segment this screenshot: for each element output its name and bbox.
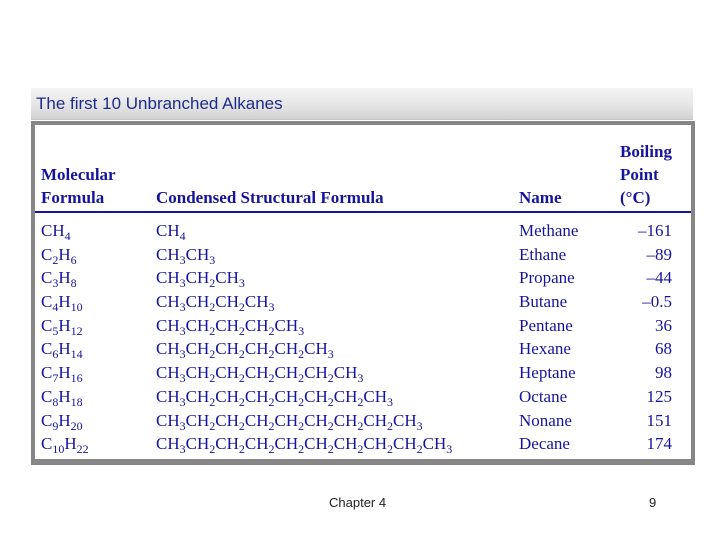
molecular-formula-cell	[41, 243, 77, 267]
structural-formula-cell-subscript: 3	[179, 252, 186, 267]
table-body	[35, 219, 691, 456]
table-row	[35, 266, 691, 290]
structural-formula-cell-element: CH	[304, 339, 328, 359]
molecular-formula-cell-subscript: 3	[52, 276, 59, 291]
structural-formula-cell-element: CH	[244, 292, 269, 312]
molecular-formula-cell	[41, 266, 77, 290]
structural-formula-cell-subscript: 2	[238, 347, 245, 362]
structural-formula-cell-subscript: 2	[298, 418, 305, 433]
structural-formula-cell	[156, 314, 304, 338]
structural-formula-cell-subscript: 2	[238, 323, 245, 338]
structural-formula-cell-element: CH	[215, 386, 239, 406]
structural-formula-cell-subscript: 2	[209, 394, 216, 409]
structural-formula-cell	[156, 409, 423, 433]
name-cell: Nonane	[519, 410, 572, 430]
structural-formula-cell-subscript: 3	[179, 371, 186, 386]
structural-formula-cell-element: CH	[185, 434, 210, 454]
molecular-formula-cell-subscript: 8	[70, 276, 77, 291]
molecular-formula-cell	[41, 409, 83, 433]
structural-formula-cell-element: CH	[244, 410, 269, 430]
structural-formula-cell-element: CH	[156, 292, 180, 312]
molecular-formula-cell-element: C	[41, 315, 53, 335]
structural-formula-cell-element: CH	[215, 339, 239, 359]
table-row	[35, 337, 691, 361]
molecular-formula-cell-element: H	[52, 221, 65, 240]
structural-formula-cell-subscript: 2	[268, 347, 275, 362]
molecular-formula-cell-subscript: 20	[70, 418, 83, 433]
structural-formula-cell	[156, 385, 393, 409]
structural-formula-cell-element: CH	[185, 410, 210, 430]
structural-formula-cell-element: CH	[156, 244, 180, 264]
header-boiling-point-line1: Boiling	[620, 142, 672, 161]
molecular-formula-cell-element: C	[41, 434, 53, 454]
structural-formula-cell-subscript: 2	[387, 418, 393, 433]
molecular-formula-cell-element: C	[41, 363, 53, 383]
boiling-point-cell: –44	[646, 268, 672, 288]
structural-formula-cell-element: CH	[215, 363, 239, 383]
structural-formula-cell-subscript: 3	[446, 442, 453, 457]
molecular-formula-cell-subscript: 10	[70, 300, 83, 315]
header-name: Name	[519, 188, 562, 207]
structural-formula-cell-subscript: 3	[268, 300, 275, 315]
molecular-formula-cell-element: C	[41, 292, 53, 312]
structural-formula-cell-element: CH	[274, 339, 299, 359]
structural-formula-cell-subscript: 2	[268, 371, 275, 386]
molecular-formula-cell-subscript: 4	[52, 300, 59, 315]
name-cell: Decane	[519, 434, 570, 454]
structural-formula-cell-subscript: 3	[327, 347, 334, 362]
structural-formula-cell	[156, 243, 215, 267]
structural-formula-cell-subscript: 3	[179, 347, 186, 362]
structural-formula-cell-subscript: 2	[209, 347, 216, 362]
boiling-point-cell: –161	[638, 221, 672, 240]
molecular-formula-cell-subscript: 4	[64, 229, 71, 243]
structural-formula-cell-subscript: 2	[209, 276, 216, 291]
structural-formula-cell	[156, 290, 275, 314]
structural-formula-cell-subscript: 4	[179, 229, 186, 243]
structural-formula-cell-element: CH	[244, 339, 269, 359]
structural-formula-cell-subscript: 3	[179, 323, 186, 338]
structural-formula-cell-subscript: 2	[298, 371, 305, 386]
structural-formula-cell-subscript: 3	[179, 442, 186, 457]
structural-formula-cell-subscript: 2	[238, 442, 245, 457]
boiling-point-cell: 151	[646, 410, 672, 430]
boiling-point-cell: –0.5	[642, 292, 672, 312]
molecular-formula-cell-element: H	[64, 434, 77, 454]
structural-formula-cell-element: CH	[274, 363, 299, 383]
molecular-formula-cell-element: C	[41, 386, 53, 406]
boiling-point-cell: 68	[655, 339, 672, 359]
molecular-formula-cell-element: H	[58, 339, 71, 359]
structural-formula-cell-subscript: 2	[357, 418, 364, 433]
molecular-formula-cell	[41, 219, 71, 243]
structural-formula-cell-subscript: 3	[298, 323, 305, 338]
structural-formula-cell-element: CH	[393, 410, 417, 430]
molecular-formula-cell-element: C	[41, 268, 53, 288]
structural-formula-cell-subscript: 2	[268, 442, 275, 457]
structural-formula-cell-element: CH	[156, 386, 180, 406]
header-molecular-formula	[41, 163, 116, 209]
structural-formula-cell-element: CH	[333, 386, 358, 406]
structural-formula-cell	[156, 361, 363, 385]
structural-formula-cell-element: CH	[244, 434, 269, 454]
table-row	[35, 290, 691, 314]
structural-formula-cell	[156, 432, 452, 456]
molecular-formula-cell-subscript: 9	[52, 418, 59, 433]
structural-formula-cell-element: CH	[215, 268, 239, 288]
table-row	[35, 361, 691, 385]
structural-formula-cell	[156, 337, 334, 361]
molecular-formula-cell-subscript: 8	[52, 394, 59, 409]
structural-formula-cell-element: CH	[215, 434, 239, 454]
molecular-formula-cell-subscript: 7	[52, 371, 59, 386]
name-cell: Octane	[519, 386, 568, 406]
header-boiling-point-line3: (°C)	[620, 188, 651, 207]
boiling-point-cell: 125	[646, 386, 672, 406]
molecular-formula-cell-subscript: 6	[70, 252, 77, 267]
molecular-formula-cell-subscript: 12	[70, 323, 83, 338]
structural-formula-cell-element: CH	[304, 363, 328, 383]
structural-formula-cell-subscript: 2	[387, 442, 393, 457]
structural-formula-cell-subscript: 3	[179, 394, 186, 409]
structural-formula-cell-subscript: 2	[327, 442, 334, 457]
structural-formula-cell-element: CH	[215, 292, 239, 312]
molecular-formula-cell-subscript: 10	[52, 442, 65, 457]
name-cell: Hexane	[519, 339, 571, 359]
structural-formula-cell-subscript: 2	[209, 300, 216, 315]
molecular-formula-cell	[41, 361, 83, 385]
table-row	[35, 385, 691, 409]
structural-formula-cell-element: CH	[304, 434, 328, 454]
structural-formula-cell-subscript: 2	[209, 442, 216, 457]
structural-formula-cell-element: CH	[156, 434, 180, 454]
footer-chapter: Chapter 4	[329, 495, 387, 510]
molecular-formula-cell-subscript: 18	[70, 394, 83, 409]
structural-formula-cell-subscript: 2	[238, 418, 245, 433]
molecular-formula-cell-element: H	[58, 410, 71, 430]
structural-formula-cell-element: CH	[333, 363, 358, 383]
structural-formula-cell-element: CH	[304, 386, 328, 406]
molecular-formula-cell-element: H	[58, 268, 71, 288]
structural-formula-cell-subscript: 2	[327, 371, 334, 386]
molecular-formula-cell-subscript: 6	[52, 347, 59, 362]
molecular-formula-cell-element: C	[41, 410, 53, 430]
molecular-formula-cell	[41, 314, 83, 338]
structural-formula-cell-subscript: 2	[357, 394, 364, 409]
structural-formula-cell-element: CH	[185, 386, 210, 406]
structural-formula-cell-element: CH	[274, 315, 299, 335]
structural-formula-cell-subscript: 2	[238, 300, 245, 315]
structural-formula-cell-element: CH	[156, 363, 180, 383]
molecular-formula-cell-subscript: 14	[70, 347, 83, 362]
molecular-formula-cell	[41, 290, 83, 314]
structural-formula-cell-subscript: 3	[416, 418, 423, 433]
molecular-formula-cell-element: H	[58, 363, 71, 383]
structural-formula-cell-subscript: 3	[357, 371, 364, 386]
structural-formula-cell-element: CH	[156, 221, 180, 240]
structural-formula-cell-element: CH	[156, 268, 180, 288]
structural-formula-cell-subscript: 2	[327, 394, 334, 409]
name-cell: Heptane	[519, 363, 576, 383]
molecular-formula-cell-element: C	[41, 244, 53, 264]
structural-formula-cell-subscript: 2	[298, 347, 305, 362]
structural-formula-cell-subscript: 2	[268, 418, 275, 433]
structural-formula-cell-element: CH	[215, 410, 239, 430]
structural-formula-cell-subscript: 2	[268, 323, 275, 338]
molecular-formula-cell	[41, 385, 83, 409]
name-cell: Ethane	[519, 244, 567, 264]
name-cell: Pentane	[519, 315, 573, 335]
structural-formula-cell-element: CH	[185, 244, 210, 264]
structural-formula-cell-subscript: 2	[238, 394, 245, 409]
structural-formula-cell-element: CH	[274, 386, 299, 406]
molecular-formula-cell-element: H	[58, 244, 71, 264]
table-row	[35, 314, 691, 338]
structural-formula-cell-subscript: 3	[179, 418, 186, 433]
boiling-point-cell: 174	[646, 434, 672, 454]
structural-formula-cell-subscript: 2	[209, 323, 216, 338]
structural-formula-cell-element: CH	[304, 410, 328, 430]
molecular-formula-cell	[41, 432, 89, 456]
structural-formula-cell-element: CH	[274, 410, 299, 430]
structural-formula-cell-element: CH	[244, 363, 269, 383]
structural-formula-cell-subscript: 2	[298, 394, 305, 409]
header-structural-formula: Condensed Structural Formula	[156, 188, 384, 207]
structural-formula-cell-element: CH	[333, 434, 358, 454]
molecular-formula-cell-element: H	[58, 315, 71, 335]
molecular-formula-cell-element: C	[41, 221, 53, 240]
molecular-formula-cell-element: C	[41, 339, 53, 359]
table-frame	[31, 121, 695, 465]
structural-formula-cell-subscript: 3	[179, 276, 186, 291]
header-boiling-point	[620, 140, 672, 209]
slide-title: The first 10 Unbranched Alkanes	[36, 94, 283, 113]
structural-formula-cell-element: CH	[244, 315, 269, 335]
structural-formula-cell-subscript: 3	[238, 276, 245, 291]
boiling-point-cell: –89	[646, 244, 672, 264]
name-cell: Propane	[519, 268, 575, 288]
structural-formula-cell-subscript: 3	[209, 252, 216, 267]
header-divider	[35, 211, 691, 213]
alkanes-table	[35, 125, 691, 459]
structural-formula-cell-subscript: 2	[209, 418, 216, 433]
structural-formula-cell-subscript: 3	[179, 300, 186, 315]
structural-formula-cell	[156, 219, 186, 243]
molecular-formula-cell	[41, 337, 83, 361]
boiling-point-cell: 36	[655, 315, 672, 335]
structural-formula-cell-element: CH	[274, 434, 299, 454]
table-row	[35, 219, 691, 243]
structural-formula-cell-subscript: 2	[268, 394, 275, 409]
structural-formula-cell-element: CH	[156, 339, 180, 359]
name-cell: Methane	[519, 221, 579, 240]
structural-formula-cell-element: CH	[333, 410, 358, 430]
structural-formula-cell-element: CH	[156, 410, 180, 430]
structural-formula-cell-subscript: 2	[357, 442, 364, 457]
molecular-formula-cell-subscript: 16	[70, 371, 83, 386]
structural-formula-cell-subscript: 2	[327, 418, 334, 433]
structural-formula-cell-element: CH	[156, 315, 180, 335]
molecular-formula-cell-element: H	[58, 386, 71, 406]
structural-formula-cell-element: CH	[363, 410, 387, 430]
structural-formula-cell-element: CH	[185, 339, 210, 359]
header-molecular-formula-line1: Molecular	[41, 165, 116, 184]
title-bar	[31, 88, 693, 120]
molecular-formula-cell-subscript: 2	[52, 252, 59, 267]
header-molecular-formula-line2: Formula	[41, 188, 105, 207]
structural-formula-cell-element: CH	[185, 315, 210, 335]
table-row	[35, 409, 691, 433]
structural-formula-cell	[156, 266, 245, 290]
table-row	[35, 243, 691, 267]
molecular-formula-cell-subscript: 22	[76, 442, 89, 457]
structural-formula-cell-subscript: 2	[416, 442, 423, 457]
structural-formula-cell-element: CH	[393, 434, 417, 454]
structural-formula-cell-element: CH	[185, 292, 210, 312]
structural-formula-cell-element: CH	[215, 315, 239, 335]
structural-formula-cell-element: CH	[363, 434, 387, 454]
molecular-formula-cell-subscript: 5	[52, 323, 59, 338]
structural-formula-cell-element: CH	[363, 386, 387, 406]
name-cell: Butane	[519, 292, 568, 312]
structural-formula-cell-element: CH	[185, 363, 210, 383]
boiling-point-cell: 98	[655, 363, 672, 383]
structural-formula-cell-element: CH	[422, 434, 447, 454]
structural-formula-cell-element: CH	[185, 268, 210, 288]
table-row	[35, 432, 691, 456]
structural-formula-cell-subscript: 2	[298, 442, 305, 457]
header-boiling-point-line2: Point	[620, 165, 659, 184]
molecular-formula-cell-element: H	[58, 292, 71, 312]
structural-formula-cell-subscript: 2	[238, 371, 245, 386]
structural-formula-cell-element: CH	[244, 386, 269, 406]
page-number: 9	[649, 495, 657, 510]
structural-formula-cell-subscript: 3	[387, 394, 393, 409]
structural-formula-cell-subscript: 2	[209, 371, 216, 386]
